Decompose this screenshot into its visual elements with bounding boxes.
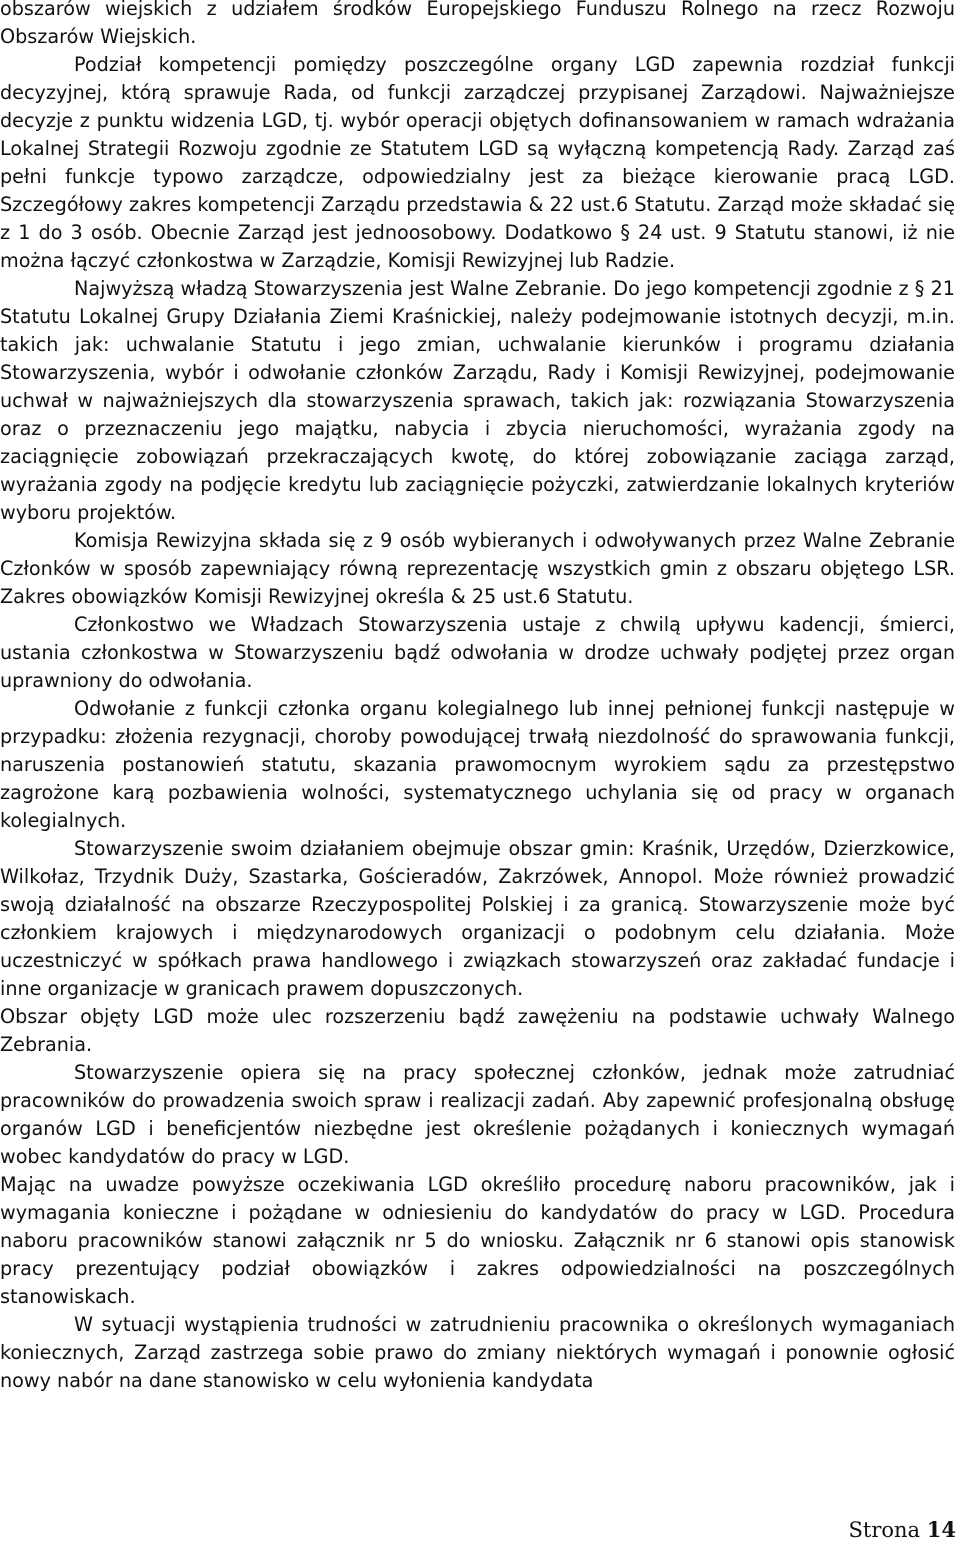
paragraph: Komisja Rewizyjna składa się z 9 osób wybieranych i odwoływanych przez Walne Zebranie Członków w sposób zapewniający równą reprezentację wszystkich gmin z obszaru objętego LSR. Zakres obowiązków Komisji Rewizyjnej określa & 25 ust.6 Statutu.: [0, 529, 955, 608]
paragraph: obszarów wiejskich z udziałem środków Europejskiego Funduszu Rolnego na rzecz Rozwoju Obszarów Wiejskich.: [0, 0, 955, 48]
paragraph: Stowarzyszenie swoim działaniem obejmuje obszar gmin: Kraśnik, Urzędów, Dzierzkowice, Wilkołaz, Trzydnik Duży, Szastarka, Gościeradów, Zakrzówek, Annopol. Może również prowadzić swoją działalność na obszarze Rzeczypospolitej Polskiej i za granicą. Stowarzyszenie może być członkiem krajowych i międzynarodowych organizacji o podobnym celu działania. Może uczestniczyć w spółkach prawa handlowego i związkach stowarzyszeń oraz zakładać fundacje i inne organizacje w granicach prawem dopuszczonych.: [0, 837, 955, 1000]
paragraph: Mając na uwadze powyższe oczekiwania LGD określiło procedurę naboru pracowników, jak i wymagania konieczne i pożądane w odniesieniu do kandydatów do pracy w LGD. Procedura naboru pracowników stanowi załącznik nr 5 do wniosku. Załącznik nr 6 stanowi opis stanowisk pracy prezentujący podział obowiązków i zakres odpowiedzialności na poszczególnych stanowiskach.: [0, 1173, 955, 1308]
page-label: Strona: [848, 1518, 921, 1542]
paragraph: Najwyższą władzą Stowarzyszenia jest Walne Zebranie. Do jego kompetencji zgodnie z § 21 Statutu Lokalnej Grupy Działania Ziemi Kraśnickiej, należy podejmowanie istotnych decyzji, m.in. takich jak: uchwalanie Statutu i jego zmian, uchwalanie kierunków i programu działania Stowarzyszenia, wybór i odwołanie członków Zarządu, Rady i Komisji Rewizyjnej, podejmowanie uchwał w najważniejszych dla stowarzyszenia sprawach, takich jak: rozwiązania Stowarzyszenia oraz o przeznaczeniu jego majątku, nabycia i zbycia nieruchomości, wyrażania zgody na zaciągnięcie zobowiązań przekraczających kwotę, do której zobowiązanie zaciąga zarząd, wyrażania zgody na podjęcie kredytu lub zaciągnięcie pożyczki, zatwierdzanie lokalnych kryteriów wyboru projektów.: [0, 277, 955, 524]
paragraph: W sytuacji wystąpienia trudności w zatrudnieniu pracownika o określonych wymaganiach koniecznych, Zarząd zastrzega sobie prawo do zmiany niektórych wymagań i ponownie ogłosić nowy nabór na dane stanowisko w celu wyłonienia kandydata: [0, 1313, 955, 1392]
paragraph: Członkostwo we Władzach Stowarzyszenia ustaje z chwilą upływu kadencji, śmierci, ustania członkostwa w Stowarzyszeniu bądź odwołania w drodze uchwały podjętej przez organ uprawniony do odwołania.: [0, 613, 955, 692]
paragraph: Podział kompetencji pomiędzy poszczególne organy LGD zapewnia rozdział funkcji decyzyjnej, którą sprawuje Rada, od funkcji zarządczej przypisanej Zarządowi. Najważniejsze decyzje z punktu widzenia LGD, tj. wybór operacji objętych dofinansowaniem w ramach wdrażania Lokalnej Strategii Rozwoju zgodnie ze Statutem LGD są wyłączną kompetencją Rady. Zarząd zaś pełni funkcje typowo zarządcze, odpowiedzialny jest za bieżące kierowanie pracą LGD. Szczegółowy zakres kompetencji Zarządu przedstawia & 22 ust.6 Statutu. Zarząd może składać się z 1 do 3 osób. Obecnie Zarząd jest jednoosobowy. Dodatkowo § 24 ust. 9 Statutu stanowi, iż nie można łączyć członkostwa w Zarządzie, Komisji Rewizyjnej lub Radzie.: [0, 53, 955, 272]
paragraph: Stowarzyszenie opiera się na pracy społecznej członków, jednak może zatrudniać pracowników do prowadzenia swoich spraw i realizacji zadań. Aby zapewnić profesjonalną obsługę organów LGD i beneficjentów niezbędne jest określenie pożądanych i koniecznych wymagań wobec kandydatów do pracy w LGD.: [0, 1061, 955, 1168]
page-number: 14: [926, 1517, 956, 1542]
paragraph: Odwołanie z funkcji członka organu kolegialnego lub innej pełnionej funkcji następuje w przypadku: złożenia rezygnacji, choroby powodującej trwałą niezdolność do sprawowania funkcji, naruszenia postanowień statutu, skazania prawomocnym wyrokiem sądu za przestępstwo zagrożone karą pozbawienia wolności, systematycznego uchylania się od pracy w organach kolegialnych.: [0, 697, 955, 832]
paragraph: Obszar objęty LGD może ulec rozszerzeniu bądź zawężeniu na podstawie uchwały Walnego Zebrania.: [0, 1005, 955, 1056]
page-footer: [849, 1517, 956, 1542]
